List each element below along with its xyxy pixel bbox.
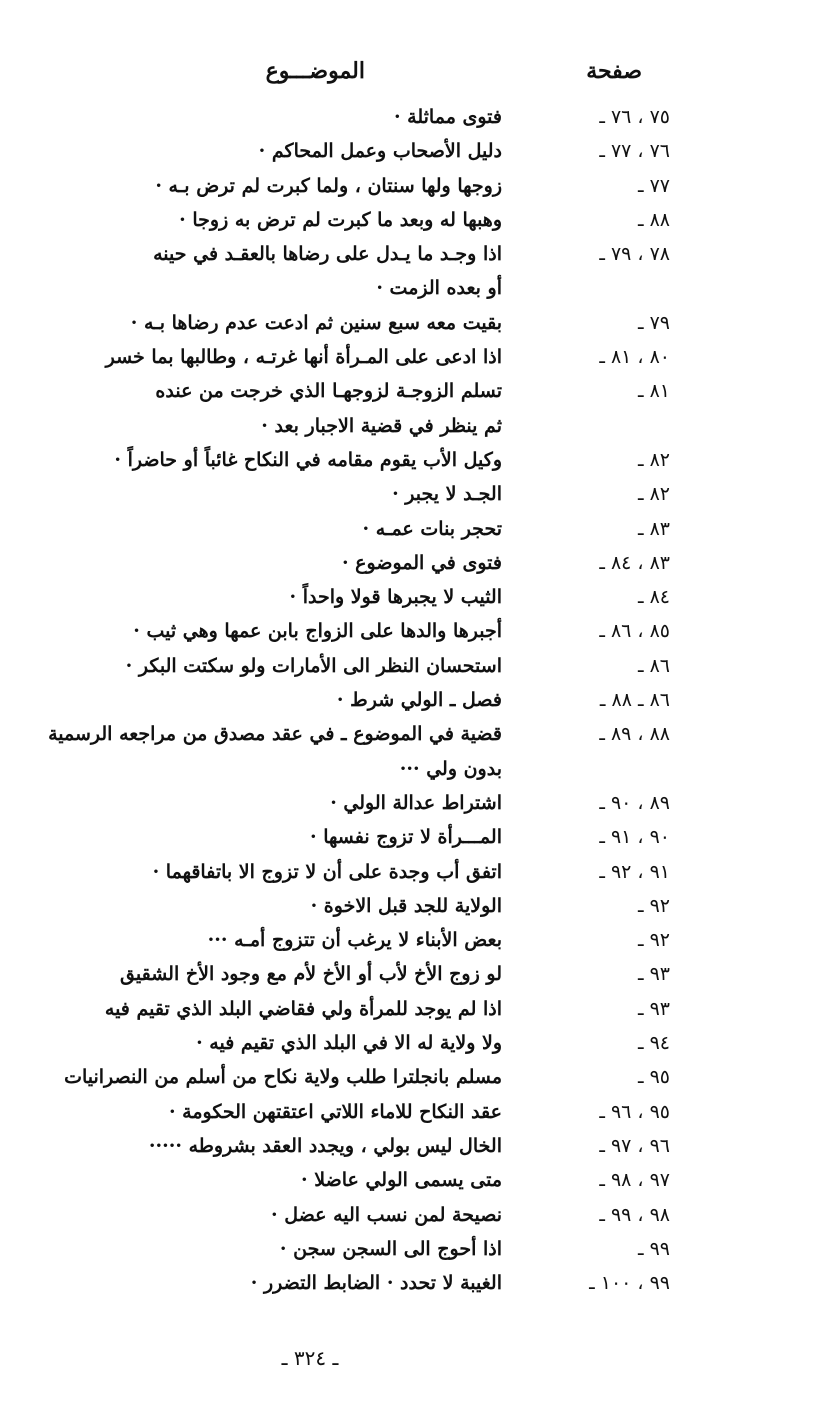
row-page-range: ٩٩ ، ١٠٠ ـ [589,1272,670,1295]
index-row [0,306,820,340]
row-page-range: ٩٥ ، ٩٦ ـ [599,1100,670,1123]
row-page-range: ٩١ ، ٩٢ ـ [599,860,670,883]
row-topic: بدون ولي ··· [399,757,502,780]
row-topic: فتوى في الموضوع · [341,551,502,574]
index-row [0,1232,820,1266]
index-row [0,100,820,134]
index-row [0,855,820,889]
row-topic: الولاية للجد قبل الاخوة · [310,894,502,917]
index-row [0,1026,820,1060]
row-page-range: ٨٠ ، ٨١ ـ [599,346,670,369]
row-topic: زوجها ولها سنتان ، ولما كبرت لم ترض بـه · [155,174,502,197]
row-topic: الثيب لا يجبرها قولا واحداً · [289,586,502,609]
row-page-range: ٨٣ ـ [637,517,670,540]
row-topic: الخال ليس بولي ، ويجدد العقد بشروطه ····· [148,1134,502,1157]
row-page-range: ٨٣ ، ٨٤ ـ [599,551,670,574]
row-page-range: ٨٦ ـ [637,654,670,677]
row-topic: مسلم بانجلترا طلب ولاية نكاح من أسلم من النصرانيات [64,1066,502,1089]
index-row [0,477,820,511]
row-topic: اشتراط عدالة الولي · [330,791,502,814]
index-row [0,786,820,820]
row-page-range: ٩٦ ، ٩٧ ـ [599,1134,670,1157]
index-row [0,546,820,580]
row-page-range: ٩٩ ـ [637,1237,670,1260]
index-row [0,683,820,717]
row-page-range: ٧٦ ، ٧٧ ـ [599,140,670,163]
row-page-range: ٨٨ ، ٨٩ ـ [599,723,670,746]
row-page-range: ٨٥ ، ٨٦ ـ [599,620,670,643]
page-number: ـ ٣٢٤ ـ [281,1346,339,1370]
index-row [0,1266,820,1300]
index-list [0,100,820,1300]
row-topic: قضية في الموضوع ـ في عقد مصدق من مراجعه الرسمية [48,723,502,746]
row-topic: اذا لم يوجد للمرأة ولي فقاضي البلد الذي تقيم فيه [104,997,502,1020]
row-topic: نصيحة لمن نسب اليه عضل · [271,1203,502,1226]
index-row [0,1163,820,1197]
row-topic: أجبرها والدها على الزواج بابن عمها وهي ثيب · [133,620,502,643]
row-topic: تسلم الزوجـة لزوجهـا الذي خرجت من عنده [155,380,502,403]
index-row [0,512,820,546]
row-topic: اذا أحوج الى السجن سجن · [279,1237,502,1260]
topic-column-header: الموضـــوع [265,58,365,84]
row-page-range: ٩٣ ـ [637,963,670,986]
index-row [0,923,820,957]
index-row [0,614,820,648]
row-topic: أو بعده الزمت · [376,277,502,300]
row-page-range: ٧٨ ، ٧٩ ـ [599,243,670,266]
row-page-range: ٩٢ ـ [637,929,670,952]
index-row [0,992,820,1026]
row-page-range: ٨٩ ، ٩٠ ـ [599,791,670,814]
index-row [0,340,820,374]
row-page-range: ٨٦ ـ ٨٨ ـ [599,689,670,712]
row-topic: لو زوج الأخ لأب أو الأخ لأم مع وجود الأخ الشقيق [120,963,502,986]
index-row [0,649,820,683]
row-topic: عقد النكاح للاماء اللاتي اعتقتهن الحكومة · [168,1100,502,1123]
index-row [0,820,820,854]
row-topic: وهبها له وبعد ما كبرت لم ترض به زوجا · [179,208,502,231]
row-topic: ولا ولاية له الا في البلد الذي تقيم فيه · [196,1032,502,1055]
index-row [0,134,820,168]
row-page-range: ٩٢ ـ [637,894,670,917]
index-row [0,409,820,443]
index-row [0,237,820,271]
row-topic: استحسان النظر الى الأمارات ولو سكتت البكر · [125,654,502,677]
row-topic: اذا وجـد ما يـدل على رضاها بالعقـد في حينه [153,243,502,266]
page-column-header: صفحة [586,58,642,84]
row-page-range: ٧٩ ـ [637,311,670,334]
row-topic: ثم ينظر في قضية الاجبار بعد · [261,414,502,437]
row-page-range: ٩٨ ، ٩٩ ـ [599,1203,670,1226]
index-row [0,957,820,991]
index-row [0,271,820,305]
index-row [0,374,820,408]
index-row [0,580,820,614]
row-topic: الغيبة لا تحدد · الضابط التضرر · [250,1272,502,1295]
row-topic: الجـد لا يجبر · [392,483,502,506]
index-row [0,1129,820,1163]
row-topic: اذا ادعى على المـرأة أنها غرتـه ، وطالبها بما خسر [105,346,502,369]
row-page-range: ٧٧ ـ [637,174,670,197]
row-page-range: ٨٤ ـ [637,586,670,609]
index-row [0,169,820,203]
row-page-range: ٩٠ ، ٩١ ـ [599,826,670,849]
index-row [0,889,820,923]
row-page-range: ٨٢ ـ [637,483,670,506]
index-row [0,752,820,786]
row-page-range: ٨٢ ـ [637,448,670,471]
index-row [0,1198,820,1232]
row-page-range: ٩٧ ، ٩٨ ـ [599,1169,670,1192]
row-topic: فتوى مماثلة · [393,106,502,128]
row-topic: فصل ـ الولي شرط · [336,689,502,712]
row-topic: متى يسمى الولي عاضلا · [301,1169,502,1192]
row-topic: وكيل الأب يقوم مقامه في النكاح غائباً أو حاضراً · [114,448,502,471]
row-page-range: ٩٣ ـ [637,997,670,1020]
index-row [0,1095,820,1129]
index-row [0,203,820,237]
row-topic: بقيت معه سبع سنين ثم ادعت عدم رضاها بـه · [130,311,502,334]
row-page-range: ٩٤ ـ [637,1032,670,1055]
row-topic: بعض الأبناء لا يرغب أن تتزوج أمـه ··· [207,929,502,952]
index-row [0,443,820,477]
row-page-range: ٨١ ـ [637,380,670,403]
row-page-range: ٩٥ ـ [637,1066,670,1089]
index-row [0,717,820,751]
row-topic: دليل الأصحاب وعمل المحاكم · [258,140,502,163]
index-row [0,1060,820,1094]
row-page-range: ٨٨ ـ [637,208,670,231]
row-topic: تحجر بنات عمـه · [362,517,502,540]
row-topic: اتفق أب وجدة على أن لا تزوج الا باتفاقهما · [152,860,502,883]
row-topic: المـــرأة لا تزوج نفسها · [310,826,502,849]
row-page-range: ٧٥ ، ٧٦ ـ [599,106,670,128]
